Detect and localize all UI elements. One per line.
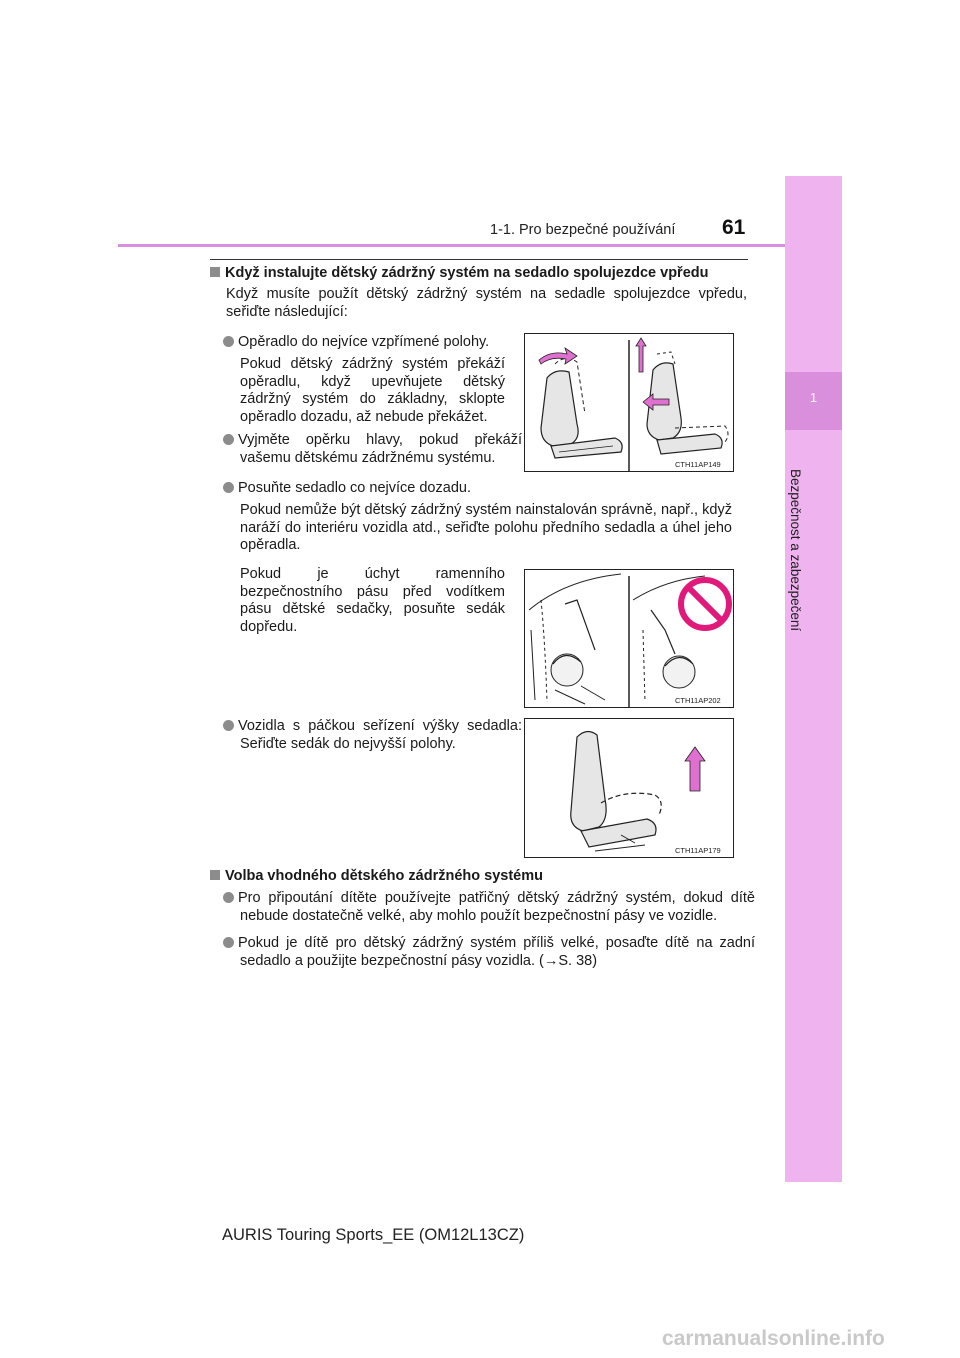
bullet-seat-height: Vozidla s páčkou seřízení výšky sedadla: Seřiďte sedák do nejvyšší polohy. <box>223 718 522 753</box>
chapter-side-tab <box>785 176 842 1182</box>
bullet-dot-icon <box>223 482 234 493</box>
shoulder-belt-illustration <box>525 570 733 707</box>
bullet-headrest: Vyjměte opěrku hlavy, pokud překáží vašemu dětskému zádržnému systému. <box>223 432 522 467</box>
footer-model: AURIS Touring Sports_EE (OM12L13CZ) <box>222 1226 525 1244</box>
header-section-title: 1-1. Pro bezpečné používání <box>490 222 676 238</box>
figure-seat-height <box>524 718 734 858</box>
figure-label: CTH11AP149 <box>675 460 721 469</box>
square-bullet-icon <box>210 870 220 880</box>
figure-label: CTH11AP179 <box>675 846 721 855</box>
bullet-dot-icon <box>223 434 234 445</box>
figure-label: CTH11AP202 <box>675 696 721 705</box>
section1-heading: Když instalujte dětský zádržný systém na sedadlo spolujezdce vpředu <box>210 265 755 281</box>
seat-backrest-illustration <box>525 334 733 471</box>
bullet-dot-icon <box>223 336 234 347</box>
header-rule <box>118 244 785 247</box>
bullet-child-too-big: Pokud je dítě pro dětský zádržný systém příliš velké, posaďte dítě na zadní sedadlo a použijte bezpečnostní pásy vozidla. (→S. 38) <box>223 935 755 970</box>
bullet-seat-back: Posuňte sedadlo co nejvíce dozadu. <box>223 480 753 498</box>
figure-shoulder-belt <box>524 569 734 708</box>
seat-height-illustration <box>525 719 733 857</box>
content-rule <box>210 259 748 260</box>
chapter-title: Bezpečnost a zabezpečení <box>788 469 803 632</box>
square-bullet-icon <box>210 267 220 277</box>
bullet-dot-icon <box>223 937 234 948</box>
bullet-dot-icon <box>223 892 234 903</box>
bullet-backrest: Opěradlo do nejvíce vzpřímené polohy. <box>223 334 513 352</box>
bullet-seat-back-text2: Pokud je úchyt ramenního bezpečnostního pásu před vodítkem pásu dětské sedačky, posuňte sedák dopředu. <box>240 566 505 635</box>
bullet-seat-back-text: Pokud nemůže být dětský zádržný systém nainstalován správně, např., když naráží do interiéru vozidla atd., seřiďte polohu předního sedadla a úhel jeho opěradla. <box>240 502 732 553</box>
page-number: 61 <box>722 216 746 239</box>
watermark: carmanualsonline.info <box>662 1327 885 1350</box>
section1-intro: Když musíte použít dětský zádržný systém na sedadle spolujezdce vpředu, seřiďte následující: <box>226 286 747 320</box>
chapter-number: 1 <box>809 390 818 405</box>
bullet-backrest-text: Pokud dětský zádržný systém překáží opěradlu, když upevňujete dětský zádržný systém do základny, sklopte opěradlo dozadu, až nebude překážet. <box>240 356 505 425</box>
figure-seat-backrest <box>524 333 734 472</box>
bullet-child-restraint: Pro připoutání dítěte používejte patřičný dětský zádržný systém, dokud dítě nebude dostatečně velké, aby mohlo použít bezpečnostní pásy ve vozidle. <box>223 890 755 925</box>
section2-heading: Volba vhodného dětského zádržného systému <box>210 868 755 884</box>
bullet-dot-icon <box>223 720 234 731</box>
